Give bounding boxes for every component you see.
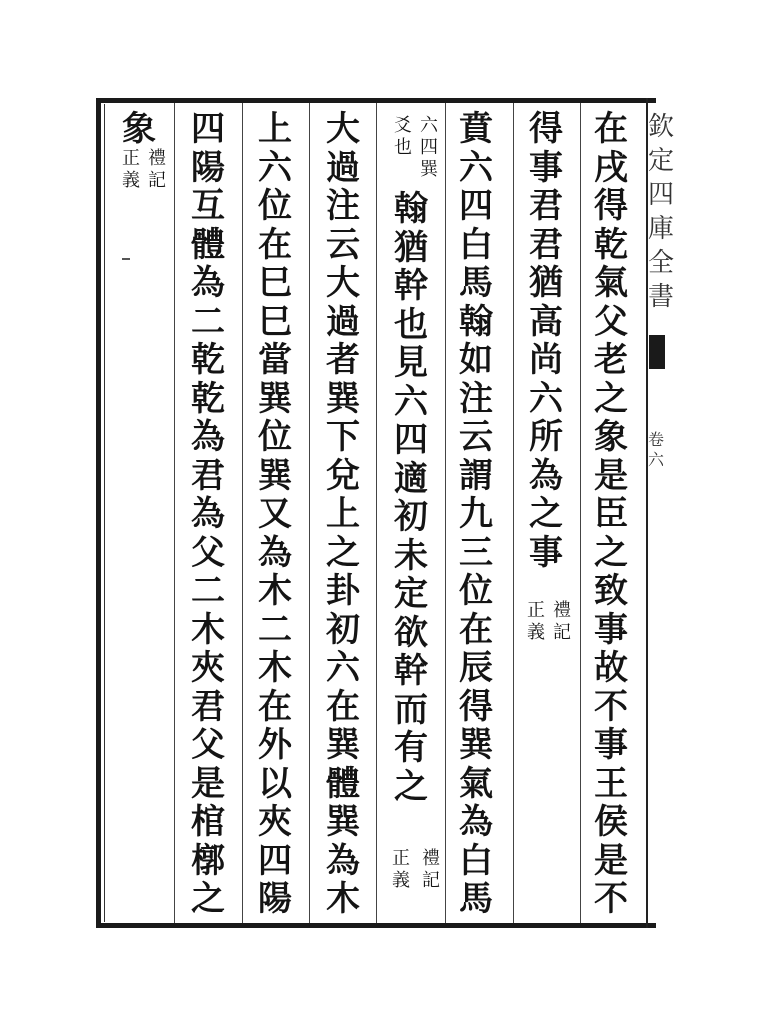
- glyph: 君: [191, 686, 225, 727]
- annotation-right: [418, 115, 440, 181]
- glyph: 侯: [594, 802, 628, 842]
- glyph: 六: [420, 115, 438, 136]
- glyph: 猶: [394, 227, 428, 268]
- glyph: 不: [594, 686, 628, 727]
- glyph: 位: [258, 186, 292, 226]
- glyph: 得: [459, 686, 493, 727]
- glyph: 事: [594, 725, 628, 765]
- glyph: 六: [459, 147, 493, 188]
- glyph: 得: [594, 186, 628, 226]
- glyph: 兌: [326, 455, 360, 496]
- glyph: 巽: [326, 802, 360, 842]
- glyph: 定: [648, 146, 675, 176]
- glyph: 上: [258, 109, 292, 149]
- glyph: 而: [394, 689, 428, 730]
- glyph: 互: [191, 186, 225, 226]
- glyph: 翰: [459, 301, 493, 342]
- glyph: 之: [594, 378, 628, 419]
- glyph: 君: [191, 455, 225, 496]
- glyph: 馬: [459, 263, 493, 303]
- glyph: 庫: [648, 214, 675, 244]
- column-rule: [513, 103, 514, 923]
- column-rule: [445, 103, 446, 923]
- glyph: 夾: [191, 648, 225, 688]
- glyph: 為: [459, 802, 493, 842]
- glyph: 為: [258, 532, 292, 573]
- glyph: 過: [326, 147, 360, 188]
- glyph: 為: [191, 494, 225, 534]
- glyph: 未: [394, 535, 428, 576]
- glyph: 之: [594, 532, 628, 573]
- glyph: 禮: [553, 600, 571, 621]
- glyph: 巳: [258, 301, 292, 342]
- glyph: 為: [191, 263, 225, 303]
- glyph: 云: [326, 224, 360, 265]
- glyph: 巽: [326, 378, 360, 419]
- glyph: 當: [258, 340, 292, 380]
- glyph: 陽: [191, 147, 225, 188]
- glyph: 體: [326, 763, 360, 804]
- glyph: 書: [648, 282, 675, 312]
- text-column-4: [390, 190, 432, 806]
- glyph: 如: [459, 340, 493, 380]
- glyph: 夾: [258, 802, 292, 842]
- glyph: 棺: [191, 802, 225, 842]
- glyph: 事: [594, 609, 628, 650]
- glyph: 欽: [648, 112, 675, 142]
- glyph: 者: [326, 340, 360, 380]
- glyph: 記: [422, 870, 440, 891]
- glyph: 謂: [459, 455, 493, 496]
- glyph: 六: [394, 381, 428, 422]
- glyph: 義: [122, 170, 140, 191]
- juan-number: [648, 430, 664, 470]
- glyph: 幹: [394, 651, 428, 691]
- glyph: 四: [648, 180, 675, 210]
- glyph: 記: [148, 170, 166, 191]
- glyph: 為: [191, 417, 225, 457]
- glyph: 事: [529, 532, 563, 573]
- column-rule: [174, 103, 175, 923]
- glyph: 臣: [594, 494, 628, 534]
- glyph: 在: [258, 224, 292, 265]
- glyph: 之: [326, 532, 360, 573]
- annotation-left: [390, 848, 412, 892]
- text-column-6: [254, 110, 296, 919]
- glyph: 也: [394, 304, 428, 345]
- glyph: 禮: [148, 148, 166, 169]
- glyph: 大: [326, 263, 360, 303]
- glyph: 之: [529, 494, 563, 534]
- text-column-3: [455, 110, 497, 919]
- glyph: 是: [191, 763, 225, 804]
- glyph: 又: [258, 494, 292, 534]
- glyph: 巳: [258, 263, 292, 303]
- glyph: 二: [191, 571, 225, 611]
- glyph: 陽: [258, 879, 292, 919]
- glyph: 是: [594, 840, 628, 881]
- glyph: 初: [394, 497, 428, 537]
- annotation-right: [420, 848, 442, 892]
- glyph: 木: [258, 571, 292, 611]
- glyph: 在: [459, 609, 493, 650]
- glyph: 適: [394, 458, 428, 499]
- glyph: 木: [326, 879, 360, 919]
- glyph: 四: [459, 186, 493, 226]
- glyph: 高: [529, 301, 563, 342]
- glyph: 義: [392, 870, 410, 891]
- glyph: 戌: [594, 147, 628, 188]
- glyph: 也: [394, 137, 412, 158]
- glyph: 故: [594, 648, 628, 688]
- glyph: 君: [529, 186, 563, 226]
- text-column-8: [118, 110, 160, 149]
- annotation-left: [525, 600, 547, 644]
- glyph: 三: [459, 532, 493, 573]
- annotation-right: [551, 600, 573, 644]
- glyph: 幹: [394, 266, 428, 306]
- glyph: 白: [459, 224, 493, 265]
- fish-tail-mark: [649, 335, 665, 369]
- glyph: 六: [258, 147, 292, 188]
- glyph: 欲: [394, 612, 428, 653]
- glyph: 二: [191, 301, 225, 342]
- glyph: 記: [553, 622, 571, 643]
- glyph: 老: [594, 340, 628, 380]
- glyph: 乾: [594, 224, 628, 265]
- glyph: 云: [459, 417, 493, 457]
- glyph: 六: [648, 450, 665, 469]
- glyph: 有: [394, 728, 428, 768]
- glyph: 四: [258, 840, 292, 881]
- glyph: 為: [529, 455, 563, 496]
- glyph: 義: [527, 622, 545, 643]
- glyph: 卦: [326, 571, 360, 611]
- glyph: 父: [191, 725, 225, 765]
- glyph: 大: [326, 109, 360, 149]
- glyph: 卷: [648, 430, 665, 449]
- glyph: 父: [594, 301, 628, 342]
- glyph: 巽: [326, 725, 360, 765]
- glyph: 正: [122, 148, 140, 169]
- glyph: 木: [258, 648, 292, 688]
- glyph: 過: [326, 301, 360, 342]
- glyph: 致: [594, 571, 628, 611]
- glyph: 事: [529, 147, 563, 188]
- glyph: 注: [326, 186, 360, 226]
- column-rule: [580, 103, 581, 923]
- glyph: 象: [122, 109, 156, 149]
- glyph: 得: [529, 109, 563, 149]
- punctuation-mark: [122, 258, 130, 260]
- column-rule: [309, 103, 310, 923]
- glyph: 馬: [459, 879, 493, 919]
- glyph: 下: [326, 417, 360, 457]
- glyph: 氣: [594, 263, 628, 303]
- glyph: 在: [594, 109, 628, 149]
- annotation-left: [392, 115, 414, 159]
- glyph: 不: [594, 879, 628, 919]
- glyph: 巽: [459, 725, 493, 765]
- glyph: 注: [459, 378, 493, 419]
- text-column-1: [590, 110, 632, 919]
- glyph: 定: [394, 574, 428, 614]
- glyph: 尚: [529, 340, 563, 380]
- glyph: 四: [420, 137, 438, 158]
- annotation-right: [146, 148, 168, 192]
- glyph: 乾: [191, 340, 225, 380]
- glyph: 巽: [420, 159, 438, 180]
- glyph: 九: [459, 494, 493, 534]
- glyph: 體: [191, 224, 225, 265]
- glyph: 槨: [191, 840, 225, 881]
- glyph: 四: [191, 109, 225, 149]
- glyph: 翰: [394, 189, 428, 229]
- glyph: 猶: [529, 263, 563, 303]
- annotation-left: [120, 148, 142, 192]
- glyph: 君: [529, 224, 563, 265]
- glyph: 巽: [258, 378, 292, 419]
- glyph: 之: [394, 766, 428, 807]
- glyph: 木: [191, 609, 225, 650]
- glyph: 王: [594, 763, 628, 804]
- glyph: 象: [594, 417, 628, 457]
- glyph: 外: [258, 725, 292, 765]
- glyph: 是: [594, 455, 628, 496]
- glyph: 正: [527, 600, 545, 621]
- glyph: 在: [326, 686, 360, 727]
- edition-title: [648, 110, 675, 314]
- glyph: 見: [394, 343, 428, 383]
- glyph: 巽: [258, 455, 292, 496]
- glyph: 正: [392, 848, 410, 869]
- glyph: 初: [326, 609, 360, 650]
- glyph: 賁: [459, 109, 493, 149]
- glyph: 四: [394, 420, 428, 460]
- glyph: 所: [529, 417, 563, 457]
- column-rule: [376, 103, 377, 923]
- glyph: 位: [258, 417, 292, 457]
- glyph: 以: [258, 763, 292, 804]
- glyph: 在: [258, 686, 292, 727]
- glyph: 二: [258, 609, 292, 650]
- glyph: 之: [191, 879, 225, 919]
- glyph: 禮: [422, 848, 440, 869]
- glyph: 為: [326, 840, 360, 881]
- text-column-5: [322, 110, 364, 919]
- text-column-2: [525, 110, 567, 572]
- glyph: 辰: [459, 648, 493, 688]
- glyph: 上: [326, 494, 360, 534]
- glyph: 爻: [394, 115, 412, 136]
- text-column-7: [187, 110, 229, 919]
- glyph: 父: [191, 532, 225, 573]
- glyph: 全: [648, 248, 675, 278]
- glyph: 六: [529, 378, 563, 419]
- column-rule: [242, 103, 243, 923]
- glyph: 氣: [459, 763, 493, 804]
- glyph: 位: [459, 571, 493, 611]
- glyph: 六: [326, 648, 360, 688]
- glyph: 乾: [191, 378, 225, 419]
- glyph: 白: [459, 840, 493, 881]
